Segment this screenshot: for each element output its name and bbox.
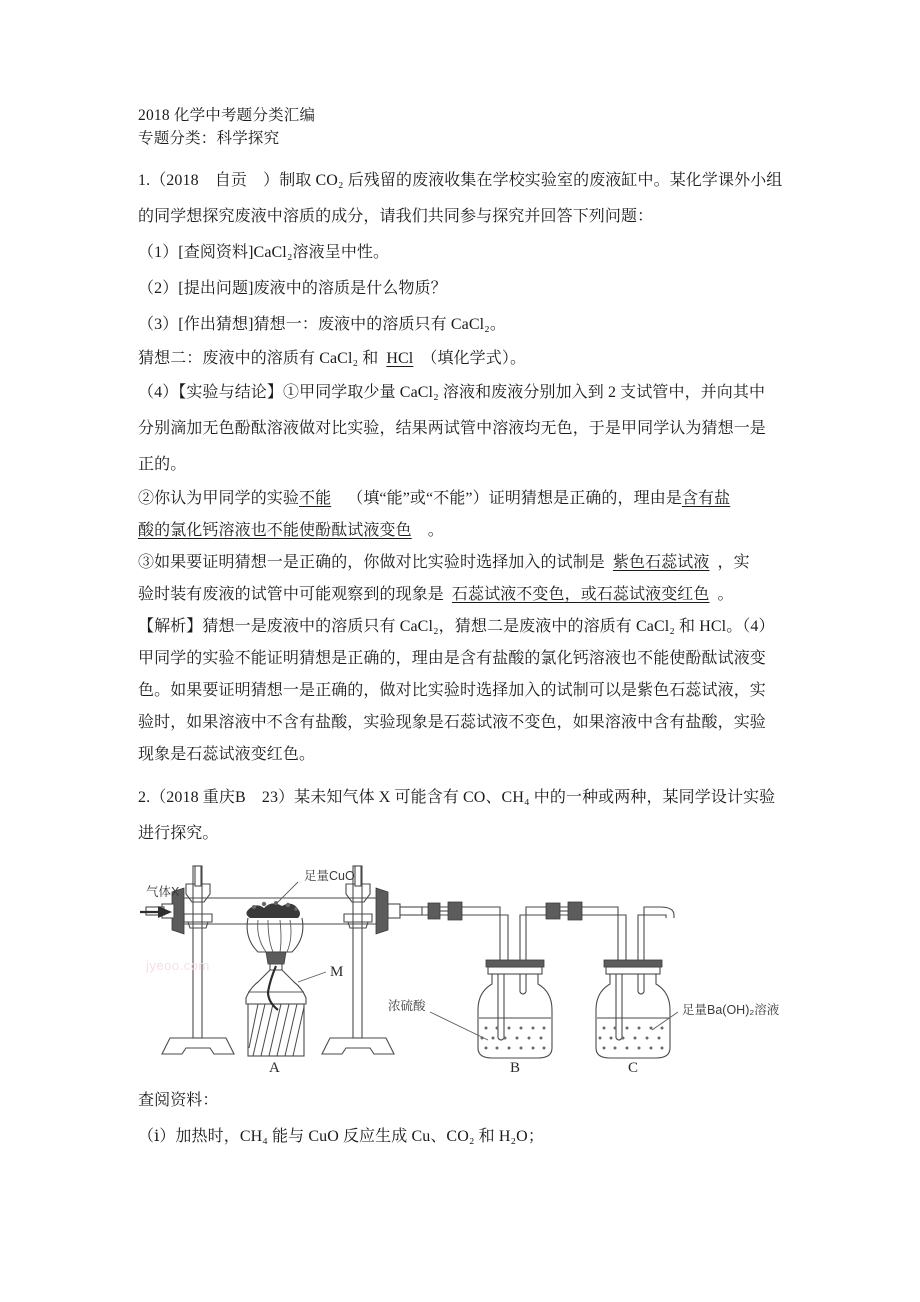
figure-label-a: A: [269, 1060, 280, 1074]
q1-guess-two-suffix: （填化学式）。: [421, 350, 527, 367]
q1-sub-3-answer-2: 石蕊试液不变色，或石蕊试液变红色: [451, 586, 710, 603]
q1-item-4-line-3: 正的。: [138, 456, 187, 473]
figure-label-c: C: [628, 1060, 639, 1074]
figure-label-cuo: 足量CuO: [304, 869, 355, 883]
q1-guess-two: [138, 343, 792, 375]
analysis-line-5: 现象是石蕊试液变红色。: [138, 746, 316, 763]
q1-sub-2-answer-2-part-1: 含有盐: [681, 490, 731, 507]
q1-item-4-line-2: 分别滴加无色酚酞溶液做对比实验，结果两试管中溶液均无色，于是甲同学认为猜想一是: [138, 420, 766, 437]
q1-stem-line-1: 1.（2018 自贡 ）制取 CO₂ 后残留的废液收集在学校实验室的废液缸中。某化学课外小组: [138, 172, 783, 189]
analysis-line-4: 验时，如果溶液中不含有盐酸，实验现象是石蕊试液不变色，如果溶液中含有盐酸，实验: [138, 714, 766, 731]
q2-reference-heading: 查阅资料：: [138, 1092, 219, 1109]
doc-title-line-1: 2018 化学中考题分类汇编: [138, 107, 316, 124]
q1-sub-2-middle: （填“能”或“不能”）证明猜想是正确的，理由是: [347, 490, 682, 507]
q1-item-2: （2）[提出问题]废液中的溶质是什么物质？: [138, 280, 447, 297]
figure-label-m: M: [330, 964, 344, 980]
analysis-line-3: 色。如果要证明猜想一是正确的，做对比实验时选择加入的试制可以是紫色石蕊试液，实: [138, 682, 766, 699]
q1-sub-3-prefix: ③如果要证明猜想一是正确的，你做对比实验时选择加入的试制是: [138, 554, 605, 571]
q1-guess-two-prefix: 猜想二：废液中的溶质有 CaCl₂ 和: [138, 350, 379, 367]
q1-sub-2-line-1: [138, 483, 792, 515]
q1-sub-3-line-2-prefix: 验时装有废液的试管中可能观察到的现象是: [138, 586, 444, 603]
q2-reference-item-i: （ⅰ）加热时，CH₄ 能与 CuO 反应生成 Cu、CO₂ 和 H₂O；: [138, 1128, 544, 1145]
q1-item-3: （3）[作出猜想]猜想一：废液中的溶质只有 CaCl₂。: [138, 316, 506, 333]
wash-bottle-c: [596, 960, 670, 1058]
q1-sub-2-prefix: ②你认为甲同学的实验: [138, 490, 300, 507]
baoh2-leader-line: [652, 1012, 678, 1030]
q1-item-4-line-1: （4）【实验与结论】①甲同学取少量 CaCl₂ 溶液和废液分别加入到 2 支试管中，并向其中: [138, 384, 766, 401]
analysis-line-2: 甲同学的实验不能证明猜想是正确的，理由是含有盐酸的氯化钙溶液也不能使酚酞试液变: [138, 650, 766, 667]
alcohol-lamp-flame: [247, 918, 303, 952]
figure-watermark: jyeoo.com: [146, 958, 210, 973]
q1-sub-2-line-2: [138, 515, 792, 547]
q1-sub-3-middle: ，实: [717, 554, 750, 571]
q1-sub-3-line-2: [138, 579, 792, 611]
q1-item-1: （1）[查阅资料]CaCl₂溶液呈中性。: [138, 244, 390, 261]
outlet-tube: [638, 907, 674, 960]
cuo-leader-line: [276, 882, 298, 904]
apparatus-diagram-svg: [140, 852, 800, 1074]
q1-guess-two-answer: HCl: [386, 350, 414, 367]
h2so4-leader-line: [430, 1012, 488, 1040]
q1-sub-2-answer-1: 不能: [299, 490, 332, 507]
analysis-line-1: 【解析】猜想一是废液中的溶质只有 CaCl₂，猜想二是废液中的溶质有 CaCl₂ 和 HCl。（4）: [138, 618, 775, 635]
q1-sub-3-answer-1: 紫色石蕊试液: [612, 554, 710, 571]
apparatus-figure: [140, 852, 800, 1074]
m-leader-line: [298, 972, 326, 982]
q2-stem-line-1: 2.（2018 重庆B 23）某未知气体 X 可能含有 CO、CH₄ 中的一种或两种，某同学设计实验: [138, 789, 776, 806]
tubing-b-to-c: [520, 902, 626, 960]
figure-label-h2so4: 浓硫酸: [388, 999, 426, 1013]
q1-stem-line-2: 的同学想探究废液中溶质的成分，请我们共同参与探究并回答下列问题：: [138, 208, 654, 225]
doc-title-line-2: 专题分类：科学探究: [138, 130, 280, 147]
tubing-tube-to-b: [422, 902, 508, 960]
figure-label-b: B: [510, 1060, 521, 1074]
figure-label-baoh2: 足量Ba(OH)₂溶液: [682, 1003, 780, 1017]
cuo-powder: [246, 901, 300, 918]
q1-sub-3-suffix: 。: [717, 586, 734, 603]
alcohol-lamp-body: [246, 966, 306, 1056]
wash-bottle-b: [478, 960, 552, 1058]
q1-sub-2-answer-2-part-2: 酸的氯化钙溶液也不能使酚酞试液变色: [138, 522, 412, 539]
q2-stem-line-2: 进行探究。: [138, 825, 219, 842]
figure-label-gas-x: 气体X: [146, 885, 180, 899]
q1-sub-2-suffix: 。: [427, 522, 444, 539]
q1-sub-3-line-1: [138, 547, 792, 579]
